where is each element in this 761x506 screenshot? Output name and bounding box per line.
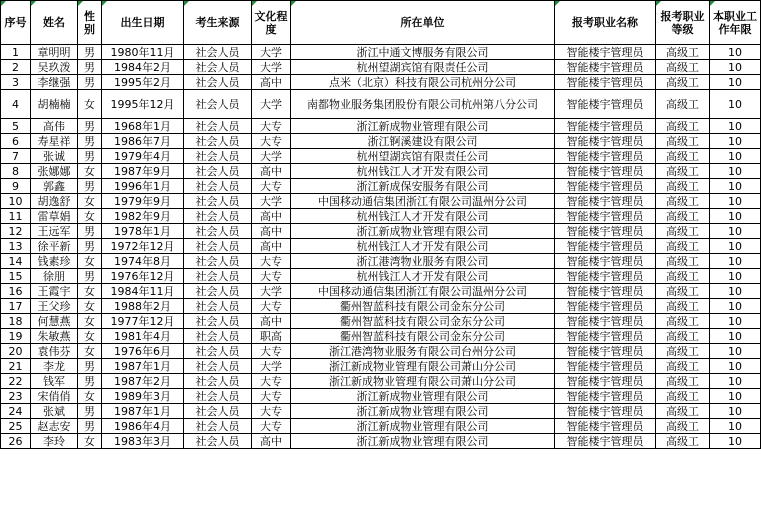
cell-birth: 1984年2月	[102, 60, 184, 75]
cell-name: 朱敏燕	[31, 329, 78, 344]
cell-job: 智能楼宇管理员	[555, 224, 656, 239]
cell-job: 智能楼宇管理员	[555, 45, 656, 60]
cell-edu: 大专	[252, 344, 291, 359]
header-name: 姓名	[31, 1, 78, 45]
cell-years: 10	[710, 164, 761, 179]
cell-level: 高级工	[656, 90, 710, 119]
cell-edu: 大学	[252, 45, 291, 60]
cell-job: 智能楼宇管理员	[555, 314, 656, 329]
cell-birth: 1986年7月	[102, 134, 184, 149]
cell-name: 钱素珍	[31, 254, 78, 269]
cell-gender: 女	[78, 434, 102, 449]
cell-level: 高级工	[656, 359, 710, 374]
cell-unit: 浙江港湾物业服务有限公司	[291, 254, 555, 269]
cell-job: 智能楼宇管理员	[555, 194, 656, 209]
cell-name: 吴玖泼	[31, 60, 78, 75]
cell-name: 郭鑫	[31, 179, 78, 194]
cell-name: 王父珍	[31, 299, 78, 314]
cell-level: 高级工	[656, 269, 710, 284]
cell-level: 高级工	[656, 329, 710, 344]
cell-gender: 女	[78, 284, 102, 299]
cell-job: 智能楼宇管理员	[555, 419, 656, 434]
cell-birth: 1987年1月	[102, 404, 184, 419]
cell-seq: 21	[1, 359, 31, 374]
cell-job: 智能楼宇管理员	[555, 75, 656, 90]
cell-edu: 高中	[252, 75, 291, 90]
cell-birth: 1983年3月	[102, 434, 184, 449]
table-body	[1, 45, 761, 449]
cell-years: 10	[710, 194, 761, 209]
cell-job: 智能楼宇管理员	[555, 269, 656, 284]
cell-unit: 点米（北京）科技有限公司杭州分公司	[291, 75, 555, 90]
cell-name: 寿星祥	[31, 134, 78, 149]
cell-birth: 1981年4月	[102, 329, 184, 344]
cell-unit: 杭州钱江人才开发有限公司	[291, 269, 555, 284]
table-row	[1, 419, 761, 434]
cell-gender: 女	[78, 209, 102, 224]
cell-gender: 女	[78, 299, 102, 314]
cell-birth: 1968年1月	[102, 119, 184, 134]
cell-level: 高级工	[656, 419, 710, 434]
cell-years: 10	[710, 254, 761, 269]
cell-edu: 大专	[252, 374, 291, 389]
cell-seq: 3	[1, 75, 31, 90]
cell-source: 社会人员	[184, 179, 252, 194]
cell-gender: 男	[78, 419, 102, 434]
table-row	[1, 434, 761, 449]
cell-level: 高级工	[656, 254, 710, 269]
cell-job: 智能楼宇管理员	[555, 434, 656, 449]
cell-edu: 大专	[252, 419, 291, 434]
table-row	[1, 269, 761, 284]
cell-gender: 女	[78, 90, 102, 119]
header-job: 报考职业名称	[555, 1, 656, 45]
cell-job: 智能楼宇管理员	[555, 60, 656, 75]
cell-name: 何慧燕	[31, 314, 78, 329]
cell-edu: 高中	[252, 434, 291, 449]
cell-birth: 1982年9月	[102, 209, 184, 224]
cell-source: 社会人员	[184, 419, 252, 434]
cell-level: 高级工	[656, 194, 710, 209]
cell-unit: 南都物业服务集团股份有限公司杭州第八分公司	[291, 90, 555, 119]
cell-name: 张斌	[31, 404, 78, 419]
cell-job: 智能楼宇管理员	[555, 404, 656, 419]
cell-unit: 浙江新成保安服务有限公司	[291, 179, 555, 194]
cell-edu: 大学	[252, 359, 291, 374]
cell-unit: 杭州钱江人才开发有限公司	[291, 164, 555, 179]
cell-years: 10	[710, 179, 761, 194]
cell-seq: 5	[1, 119, 31, 134]
cell-source: 社会人员	[184, 269, 252, 284]
cell-edu: 大专	[252, 179, 291, 194]
header-source: 考生来源	[184, 1, 252, 45]
cell-seq: 19	[1, 329, 31, 344]
cell-edu: 职高	[252, 329, 291, 344]
cell-seq: 24	[1, 404, 31, 419]
cell-seq: 20	[1, 344, 31, 359]
cell-gender: 女	[78, 389, 102, 404]
cell-level: 高级工	[656, 45, 710, 60]
table-row	[1, 224, 761, 239]
table-row	[1, 209, 761, 224]
cell-level: 高级工	[656, 404, 710, 419]
cell-years: 10	[710, 434, 761, 449]
cell-gender: 男	[78, 269, 102, 284]
cell-job: 智能楼宇管理员	[555, 239, 656, 254]
cell-birth: 1979年4月	[102, 149, 184, 164]
table-row	[1, 194, 761, 209]
cell-name: 李继强	[31, 75, 78, 90]
cell-years: 10	[710, 60, 761, 75]
table-row	[1, 60, 761, 75]
cell-level: 高级工	[656, 119, 710, 134]
cell-years: 10	[710, 359, 761, 374]
cell-gender: 男	[78, 224, 102, 239]
cell-birth: 1995年12月	[102, 90, 184, 119]
cell-source: 社会人员	[184, 344, 252, 359]
cell-source: 社会人员	[184, 284, 252, 299]
cell-source: 社会人员	[184, 329, 252, 344]
table-row	[1, 404, 761, 419]
cell-gender: 男	[78, 134, 102, 149]
cell-gender: 男	[78, 149, 102, 164]
cell-level: 高级工	[656, 344, 710, 359]
cell-source: 社会人员	[184, 239, 252, 254]
cell-name: 高伟	[31, 119, 78, 134]
cell-unit: 浙江新成物业管理有限公司	[291, 119, 555, 134]
cell-edu: 大学	[252, 149, 291, 164]
cell-job: 智能楼宇管理员	[555, 254, 656, 269]
header-unit: 所在单位	[291, 1, 555, 45]
cell-years: 10	[710, 299, 761, 314]
cell-years: 10	[710, 149, 761, 164]
cell-edu: 大专	[252, 119, 291, 134]
cell-level: 高级工	[656, 179, 710, 194]
cell-unit: 浙江新成物业管理有限公司萧山分公司	[291, 359, 555, 374]
cell-seq: 10	[1, 194, 31, 209]
table-header	[1, 1, 761, 45]
cell-edu: 大学	[252, 60, 291, 75]
cell-gender: 女	[78, 329, 102, 344]
cell-years: 10	[710, 374, 761, 389]
cell-source: 社会人员	[184, 75, 252, 90]
cell-unit: 浙江中通文博服务有限公司	[291, 45, 555, 60]
cell-seq: 9	[1, 179, 31, 194]
cell-gender: 女	[78, 164, 102, 179]
table-row	[1, 164, 761, 179]
cell-seq: 14	[1, 254, 31, 269]
cell-gender: 女	[78, 314, 102, 329]
cell-name: 赵志安	[31, 419, 78, 434]
cell-source: 社会人员	[184, 149, 252, 164]
cell-name: 李玲	[31, 434, 78, 449]
cell-birth: 1987年9月	[102, 164, 184, 179]
cell-edu: 大学	[252, 194, 291, 209]
cell-name: 王霞宇	[31, 284, 78, 299]
cell-level: 高级工	[656, 60, 710, 75]
cell-birth: 1987年1月	[102, 359, 184, 374]
header-row	[1, 1, 761, 45]
cell-job: 智能楼宇管理员	[555, 329, 656, 344]
cell-level: 高级工	[656, 389, 710, 404]
cell-seq: 7	[1, 149, 31, 164]
table-row	[1, 75, 761, 90]
table-row	[1, 299, 761, 314]
cell-unit: 浙江新成物业管理有限公司	[291, 419, 555, 434]
cell-unit: 浙江新成物业管理有限公司	[291, 434, 555, 449]
cell-years: 10	[710, 314, 761, 329]
cell-job: 智能楼宇管理员	[555, 134, 656, 149]
cell-unit: 浙江新成物业管理有限公司	[291, 224, 555, 239]
cell-job: 智能楼宇管理员	[555, 299, 656, 314]
table-row	[1, 344, 761, 359]
cell-unit: 浙江新成物业管理有限公司	[291, 389, 555, 404]
cell-edu: 高中	[252, 224, 291, 239]
cell-seq: 25	[1, 419, 31, 434]
cell-years: 10	[710, 284, 761, 299]
cell-name: 胡楠楠	[31, 90, 78, 119]
cell-name: 胡逸舒	[31, 194, 78, 209]
table-row	[1, 284, 761, 299]
cell-edu: 高中	[252, 164, 291, 179]
cell-job: 智能楼宇管理员	[555, 119, 656, 134]
cell-years: 10	[710, 239, 761, 254]
header-edu: 文化程度	[252, 1, 291, 45]
cell-source: 社会人员	[184, 389, 252, 404]
cell-name: 钱军	[31, 374, 78, 389]
cell-job: 智能楼宇管理员	[555, 359, 656, 374]
cell-source: 社会人员	[184, 299, 252, 314]
cell-gender: 男	[78, 45, 102, 60]
cell-years: 10	[710, 224, 761, 239]
header-seq: 序号	[1, 1, 31, 45]
cell-level: 高级工	[656, 434, 710, 449]
cell-years: 10	[710, 90, 761, 119]
cell-name: 徐朋	[31, 269, 78, 284]
cell-source: 社会人员	[184, 45, 252, 60]
cell-edu: 高中	[252, 209, 291, 224]
cell-birth: 1974年8月	[102, 254, 184, 269]
cell-source: 社会人员	[184, 90, 252, 119]
cell-edu: 大专	[252, 254, 291, 269]
cell-job: 智能楼宇管理员	[555, 389, 656, 404]
cell-name: 宋俏俏	[31, 389, 78, 404]
cell-edu: 高中	[252, 239, 291, 254]
cell-years: 10	[710, 75, 761, 90]
cell-gender: 女	[78, 344, 102, 359]
cell-seq: 22	[1, 374, 31, 389]
cell-edu: 大专	[252, 299, 291, 314]
table-row	[1, 374, 761, 389]
cell-level: 高级工	[656, 299, 710, 314]
cell-level: 高级工	[656, 314, 710, 329]
cell-seq: 2	[1, 60, 31, 75]
cell-name: 袁伟芬	[31, 344, 78, 359]
cell-name: 徐平新	[31, 239, 78, 254]
cell-gender: 男	[78, 179, 102, 194]
cell-years: 10	[710, 45, 761, 60]
cell-name: 王远军	[31, 224, 78, 239]
cell-source: 社会人员	[184, 164, 252, 179]
cell-seq: 18	[1, 314, 31, 329]
cell-birth: 1995年2月	[102, 75, 184, 90]
cell-unit: 浙江新成物业管理有限公司	[291, 404, 555, 419]
cell-job: 智能楼宇管理员	[555, 164, 656, 179]
cell-level: 高级工	[656, 284, 710, 299]
header-gender: 性别	[78, 1, 102, 45]
cell-years: 10	[710, 269, 761, 284]
cell-unit: 衢州智蓝科技有限公司金东分公司	[291, 299, 555, 314]
cell-source: 社会人员	[184, 374, 252, 389]
cell-birth: 1986年4月	[102, 419, 184, 434]
table-row	[1, 239, 761, 254]
cell-birth: 1989年3月	[102, 389, 184, 404]
cell-source: 社会人员	[184, 194, 252, 209]
table-row	[1, 254, 761, 269]
table-row	[1, 45, 761, 60]
cell-gender: 男	[78, 239, 102, 254]
cell-birth: 1988年2月	[102, 299, 184, 314]
cell-birth: 1972年12月	[102, 239, 184, 254]
cell-seq: 8	[1, 164, 31, 179]
cell-source: 社会人员	[184, 359, 252, 374]
cell-name: 张娜娜	[31, 164, 78, 179]
cell-level: 高级工	[656, 374, 710, 389]
cell-birth: 1978年1月	[102, 224, 184, 239]
cell-gender: 男	[78, 75, 102, 90]
cell-unit: 杭州钱江人才开发有限公司	[291, 239, 555, 254]
cell-years: 10	[710, 419, 761, 434]
cell-seq: 13	[1, 239, 31, 254]
table-row	[1, 119, 761, 134]
cell-edu: 大学	[252, 284, 291, 299]
cell-seq: 6	[1, 134, 31, 149]
cell-level: 高级工	[656, 224, 710, 239]
cell-birth: 1979年9月	[102, 194, 184, 209]
cell-edu: 高中	[252, 314, 291, 329]
cell-source: 社会人员	[184, 134, 252, 149]
cell-years: 10	[710, 329, 761, 344]
cell-level: 高级工	[656, 209, 710, 224]
cell-job: 智能楼宇管理员	[555, 344, 656, 359]
cell-source: 社会人员	[184, 404, 252, 419]
cell-years: 10	[710, 119, 761, 134]
cell-birth: 1987年2月	[102, 374, 184, 389]
table-row	[1, 179, 761, 194]
table-row	[1, 329, 761, 344]
cell-source: 社会人员	[184, 209, 252, 224]
cell-seq: 1	[1, 45, 31, 60]
cell-job: 智能楼宇管理员	[555, 90, 656, 119]
cell-unit: 中国移动通信集团浙江有限公司温州分公司	[291, 284, 555, 299]
cell-birth: 1984年11月	[102, 284, 184, 299]
cell-unit: 杭州钱江人才开发有限公司	[291, 209, 555, 224]
cell-birth: 1996年1月	[102, 179, 184, 194]
cell-seq: 17	[1, 299, 31, 314]
cell-seq: 23	[1, 389, 31, 404]
cell-seq: 4	[1, 90, 31, 119]
cell-unit: 杭州望湖宾馆有限责任公司	[291, 149, 555, 164]
cell-birth: 1976年12月	[102, 269, 184, 284]
cell-level: 高级工	[656, 239, 710, 254]
cell-gender: 男	[78, 374, 102, 389]
table-row	[1, 359, 761, 374]
cell-gender: 男	[78, 60, 102, 75]
cell-seq: 26	[1, 434, 31, 449]
cell-years: 10	[710, 209, 761, 224]
cell-source: 社会人员	[184, 224, 252, 239]
cell-job: 智能楼宇管理员	[555, 284, 656, 299]
cell-edu: 大学	[252, 90, 291, 119]
cell-unit: 浙江港湾物业服务有限公司台州分公司	[291, 344, 555, 359]
cell-years: 10	[710, 389, 761, 404]
cell-unit: 衢州智蓝科技有限公司金东分公司	[291, 329, 555, 344]
header-years: 本职业工作年限	[710, 1, 761, 45]
cell-seq: 11	[1, 209, 31, 224]
cell-level: 高级工	[656, 134, 710, 149]
cell-seq: 15	[1, 269, 31, 284]
cell-name: 李龙	[31, 359, 78, 374]
cell-unit: 浙江新成物业管理有限公司萧山分公司	[291, 374, 555, 389]
cell-unit: 杭州望湖宾馆有限责任公司	[291, 60, 555, 75]
table-row	[1, 314, 761, 329]
cell-gender: 女	[78, 194, 102, 209]
cell-unit: 衢州智蓝科技有限公司金东分公司	[291, 314, 555, 329]
cell-job: 智能楼宇管理员	[555, 209, 656, 224]
cell-edu: 大专	[252, 269, 291, 284]
table-row	[1, 90, 761, 119]
table-row	[1, 134, 761, 149]
cell-seq: 12	[1, 224, 31, 239]
cell-level: 高级工	[656, 164, 710, 179]
cell-unit: 中国移动通信集团浙江有限公司温州分公司	[291, 194, 555, 209]
cell-unit: 浙江锕溪建设有限公司	[291, 134, 555, 149]
cell-years: 10	[710, 404, 761, 419]
cell-edu: 大专	[252, 404, 291, 419]
cell-name: 章明明	[31, 45, 78, 60]
cell-source: 社会人员	[184, 314, 252, 329]
cell-level: 高级工	[656, 75, 710, 90]
cell-birth: 1976年6月	[102, 344, 184, 359]
cell-gender: 男	[78, 404, 102, 419]
cell-seq: 16	[1, 284, 31, 299]
cell-birth: 1977年12月	[102, 314, 184, 329]
table-row	[1, 389, 761, 404]
cell-edu: 大专	[252, 389, 291, 404]
header-level: 报考职业等级	[656, 1, 710, 45]
cell-birth: 1980年11月	[102, 45, 184, 60]
cell-job: 智能楼宇管理员	[555, 149, 656, 164]
cell-name: 雷草娟	[31, 209, 78, 224]
cell-gender: 男	[78, 119, 102, 134]
cell-source: 社会人员	[184, 119, 252, 134]
cell-job: 智能楼宇管理员	[555, 179, 656, 194]
cell-source: 社会人员	[184, 60, 252, 75]
cell-years: 10	[710, 134, 761, 149]
cell-gender: 女	[78, 254, 102, 269]
header-birth: 出生日期	[102, 1, 184, 45]
cell-years: 10	[710, 344, 761, 359]
cell-job: 智能楼宇管理员	[555, 374, 656, 389]
cell-level: 高级工	[656, 149, 710, 164]
cell-edu: 大专	[252, 134, 291, 149]
cell-name: 张诚	[31, 149, 78, 164]
cell-gender: 男	[78, 359, 102, 374]
table-row	[1, 149, 761, 164]
cell-source: 社会人员	[184, 434, 252, 449]
cell-source: 社会人员	[184, 254, 252, 269]
